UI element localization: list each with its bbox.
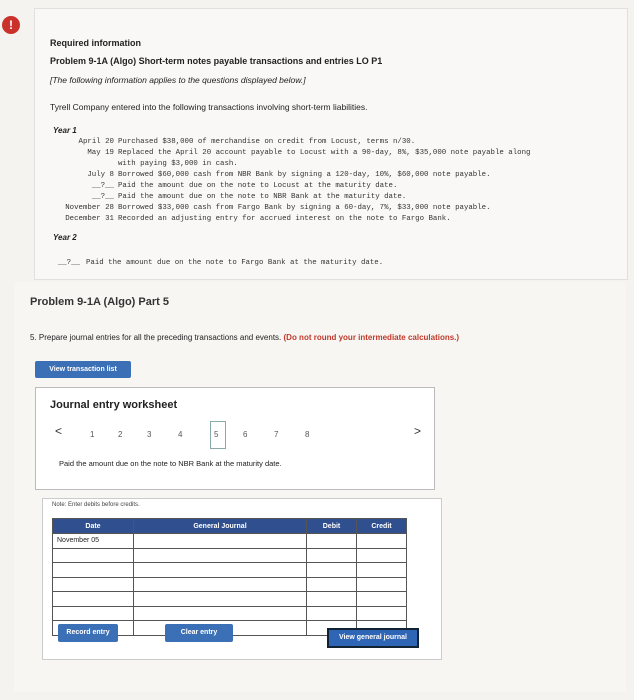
credit-cell[interactable] (357, 563, 407, 578)
table-row (53, 548, 407, 563)
page-1[interactable]: 1 (90, 430, 95, 439)
record-entry-button[interactable]: Record entry (58, 624, 118, 642)
txn-date: November 28 (65, 204, 114, 212)
view-general-journal-button[interactable]: View general journal (327, 628, 419, 648)
page-7[interactable]: 7 (274, 430, 279, 439)
table-header-row (53, 519, 407, 534)
credit-header: Credit (357, 519, 407, 534)
view-transaction-list-button[interactable]: View transaction list (35, 361, 131, 378)
required-label: Required information (50, 38, 142, 48)
txn-date: May 19 (87, 149, 114, 157)
credit-cell[interactable] (357, 592, 407, 607)
account-cell[interactable] (134, 548, 307, 563)
clear-entry-button[interactable]: Clear entry (165, 624, 233, 642)
page-8[interactable]: 8 (305, 430, 310, 439)
date-cell[interactable] (53, 592, 134, 607)
year1-label: Year 1 (53, 126, 77, 135)
alert-icon: ! (2, 16, 20, 34)
date-cell[interactable] (53, 548, 134, 563)
table-row (53, 606, 407, 621)
debit-cell[interactable] (307, 592, 357, 607)
txn-text: Recorded an adjusting entry for accrued interest on the note to Fargo Bank. (118, 215, 451, 223)
table-row (53, 592, 407, 607)
debit-cell[interactable] (307, 563, 357, 578)
date-cell[interactable] (53, 563, 134, 578)
txn-text: with paying $3,000 in cash. (118, 160, 238, 168)
debit-cell[interactable] (307, 606, 357, 621)
part-heading: Problem 9-1A (Algo) Part 5 (30, 296, 169, 308)
worksheet-title: Journal entry worksheet (50, 399, 178, 411)
txn-text: Paid the amount due on the note to NBR Bank at the maturity date. (118, 193, 407, 201)
date-cell[interactable] (53, 606, 134, 621)
problem-heading: Problem 9-1A (Algo) Short-term notes payable transactions and entries LO P1 (50, 56, 383, 66)
info-note: [The following information applies to the questions displayed below.] (50, 75, 306, 85)
debit-cell[interactable] (307, 577, 357, 592)
txn-date: __?__ (91, 182, 114, 190)
txn-date: April 20 (78, 138, 114, 146)
instruction (30, 333, 459, 342)
debit-cell[interactable] (307, 534, 357, 549)
date-cell[interactable] (53, 577, 134, 592)
credit-cell[interactable] (357, 534, 407, 549)
page-4[interactable]: 4 (178, 430, 183, 439)
txn-text: Borrowed $60,000 cash from NBR Bank by signing a 120-day, 10%, $60,000 note payable. (118, 171, 491, 179)
page-2[interactable]: 2 (118, 430, 123, 439)
instruction-bold: (Do not round your intermediate calculations.) (283, 333, 460, 342)
txn-text: Purchased $38,000 of merchandise on credit from Locust, terms n/30. (118, 138, 416, 146)
account-header: General Journal (134, 519, 307, 534)
instruction-text: 5. Prepare journal entries for all the preceding transactions and events. (30, 333, 282, 342)
account-cell[interactable] (134, 606, 307, 621)
date-cell[interactable]: November 05 (53, 534, 134, 549)
date-header: Date (53, 519, 134, 534)
txn-date: July 8 (87, 171, 114, 179)
debit-cell[interactable] (307, 548, 357, 563)
table-row (53, 534, 407, 549)
account-cell[interactable] (134, 577, 307, 592)
year2-label: Year 2 (53, 233, 77, 242)
txn-text: Borrowed $33,000 cash from Fargo Bank by signing a 60-day, 7%, $33,000 note payable. (118, 204, 491, 212)
txn-text: Paid the amount due on the note to Locust at the maturity date. (118, 182, 398, 190)
credit-cell[interactable] (357, 577, 407, 592)
page-3[interactable]: 3 (147, 430, 152, 439)
txn-text: Replaced the April 20 account payable to Locust with a 90-day, 8%, $35,000 note payable along (118, 149, 531, 157)
note-text: Note: Enter debits before credits. (52, 502, 140, 508)
prev-arrow-icon[interactable]: < (55, 424, 63, 438)
entry-description: Paid the amount due on the note to NBR Bank at the maturity date. (59, 459, 282, 468)
txn-date: December 31 (65, 215, 114, 223)
table-row (53, 563, 407, 578)
next-arrow-icon[interactable]: > (414, 424, 422, 438)
credit-cell[interactable] (357, 606, 407, 621)
table-row (53, 577, 407, 592)
txn-date: __?__ (57, 259, 80, 267)
intro-text: Tyrell Company entered into the following transactions involving short-term liabilities. (50, 102, 368, 112)
account-cell[interactable] (134, 592, 307, 607)
account-cell[interactable] (134, 563, 307, 578)
debit-header: Debit (307, 519, 357, 534)
credit-cell[interactable] (357, 548, 407, 563)
account-cell[interactable] (134, 534, 307, 549)
page-6[interactable]: 6 (243, 430, 248, 439)
txn-text: Paid the amount due on the note to Fargo Bank at the maturity date. (86, 259, 384, 267)
txn-date: __?__ (91, 193, 114, 201)
journal-table (52, 518, 407, 636)
page-5[interactable]: 5 (214, 430, 219, 439)
